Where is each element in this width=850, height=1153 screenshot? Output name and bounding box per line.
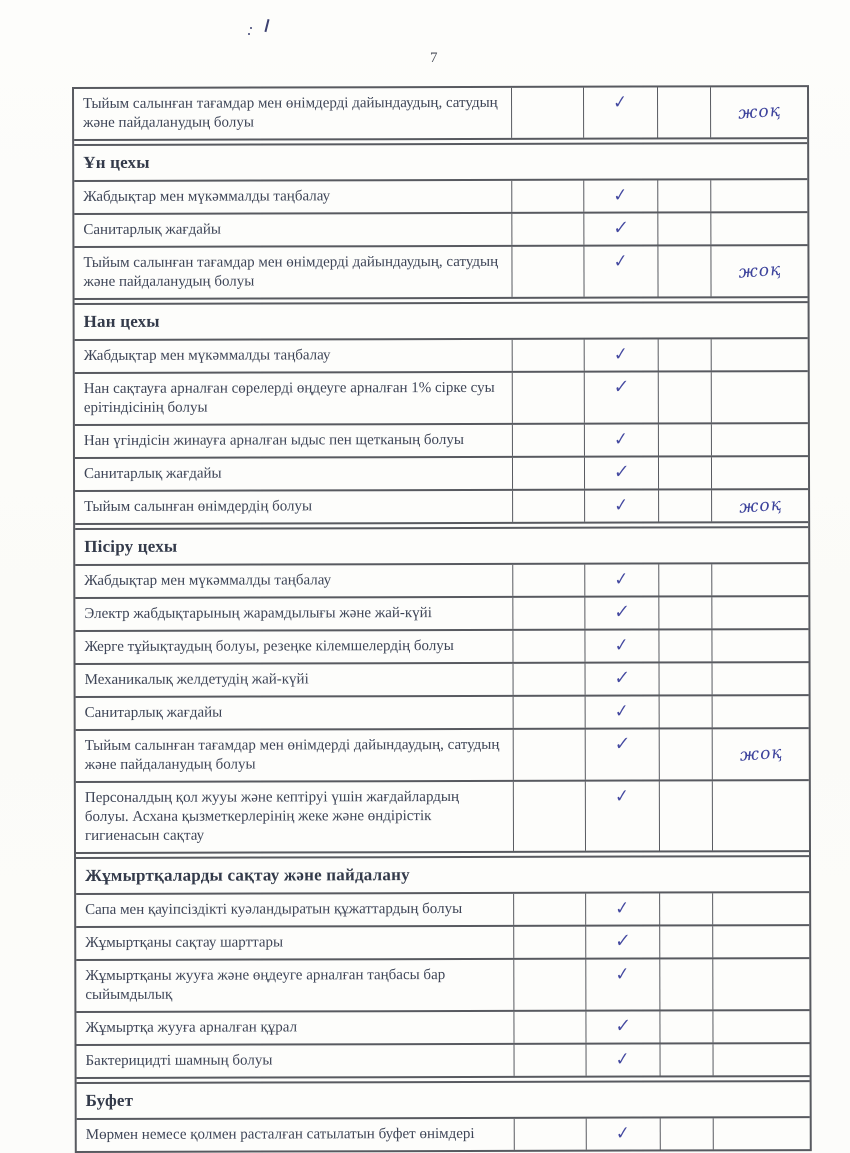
checkmark-icon: ✓ xyxy=(613,460,630,484)
empty-cell-1 xyxy=(514,730,586,780)
checkmark-cell xyxy=(584,87,658,137)
checklist-row xyxy=(75,339,808,374)
checkmark-cell xyxy=(585,630,659,661)
note-cell xyxy=(714,1044,810,1075)
empty-cell-2 xyxy=(661,1044,714,1075)
checkmark-cell xyxy=(586,696,660,727)
criteria-label: Жабдықтар мен мүкәммалды таңбалау xyxy=(74,181,512,213)
empty-cell-1 xyxy=(512,247,584,297)
empty-cell-1 xyxy=(513,598,585,629)
empty-cell-1 xyxy=(512,181,584,212)
empty-cell-2 xyxy=(658,246,711,296)
checkmark-cell xyxy=(586,663,660,694)
note-cell xyxy=(713,729,809,779)
checklist-row xyxy=(75,597,808,632)
empty-cell-1 xyxy=(513,565,585,596)
empty-cell-2 xyxy=(659,372,712,422)
section-title: Пісіру цехы xyxy=(84,536,178,556)
empty-cell-1 xyxy=(513,425,585,456)
checkmark-cell xyxy=(584,180,658,211)
checkmark-icon: ✓ xyxy=(613,600,631,624)
empty-cell-2 xyxy=(660,696,713,727)
note-cell xyxy=(712,597,808,628)
empty-cell-2 xyxy=(659,597,712,628)
checkmark-icon: ✓ xyxy=(615,897,631,920)
criteria-label: Санитарлық жағдайы xyxy=(76,697,514,729)
handwritten-note: жоқ xyxy=(736,100,782,124)
checklist-row xyxy=(76,696,809,731)
checkmark-cell xyxy=(587,1044,661,1075)
note-cell xyxy=(713,893,809,924)
checklist-row xyxy=(74,246,807,300)
note-cell xyxy=(712,339,808,370)
checklist-row xyxy=(76,959,809,1013)
empty-cell-2 xyxy=(658,213,711,244)
empty-cell-2 xyxy=(661,1118,714,1149)
handwritten-note: жоқ xyxy=(737,259,782,283)
empty-cell-2 xyxy=(660,959,713,1009)
note-cell xyxy=(712,564,808,595)
note-cell xyxy=(712,490,808,521)
handwritten-note: жоқ xyxy=(738,494,783,518)
criteria-label: Тыйым салынған тағамдар мен өнімдерді дайындаудың, сатудың және пайдаланудың болуы xyxy=(76,730,514,781)
note-cell xyxy=(712,630,808,661)
note-cell xyxy=(713,781,809,850)
note-cell xyxy=(713,959,809,1009)
note-cell xyxy=(711,87,807,137)
checkmark-icon: ✓ xyxy=(615,963,631,986)
empty-cell-1 xyxy=(513,491,585,522)
checklist-row xyxy=(75,424,808,459)
checklist-row xyxy=(76,926,809,961)
checkmark-icon: ✓ xyxy=(614,494,630,517)
checkmark-icon: ✓ xyxy=(615,1122,631,1145)
checkmark-icon: ✓ xyxy=(613,343,629,366)
ink-dot xyxy=(248,33,250,35)
empty-cell-1 xyxy=(515,1045,587,1076)
criteria-label: Бактерицидті шамның болуы xyxy=(77,1045,515,1077)
criteria-label: Жұмыртқа жууға арналған құрал xyxy=(76,1012,514,1044)
empty-cell-1 xyxy=(514,927,586,958)
criteria-label: Нан үгіндісін жинауға арналған ыдыс пен щетканың болуы xyxy=(75,425,513,457)
checkmark-cell xyxy=(586,926,660,957)
checkmark-icon: ✓ xyxy=(614,700,630,723)
checkmark-cell xyxy=(586,959,660,1009)
empty-cell-1 xyxy=(514,960,586,1010)
checkmark-cell xyxy=(584,246,658,296)
note-cell xyxy=(712,372,808,422)
empty-cell-2 xyxy=(660,926,713,957)
criteria-label: Тыйым салынған тағамдар мен өнімдерді дайындаудың, сатудың және пайдаланудың болуы xyxy=(74,88,512,139)
empty-cell-1 xyxy=(514,697,586,728)
checkmark-icon: ✓ xyxy=(613,732,631,756)
empty-cell-2 xyxy=(660,1011,713,1042)
empty-cell-1 xyxy=(515,1119,587,1150)
checklist-row xyxy=(75,564,808,599)
criteria-label: Мөрмен немесе қолмен расталған сатылатын буфет өнімдері xyxy=(77,1119,515,1151)
empty-cell-2 xyxy=(660,893,713,924)
criteria-label: Жұмыртқаны сақтау шарттары xyxy=(76,927,514,959)
section-header-row xyxy=(75,526,808,566)
section-title: Ұн цехы xyxy=(83,152,150,172)
checkmark-cell xyxy=(585,564,659,595)
checkmark-cell xyxy=(584,213,658,244)
checkmark-icon: ✓ xyxy=(613,250,629,273)
note-cell xyxy=(714,1118,810,1149)
criteria-label: Санитарлық жағдайы xyxy=(75,458,513,490)
note-cell xyxy=(713,926,809,957)
criteria-label: Жабдықтар мен мүкәммалды таңбалау xyxy=(75,340,513,372)
note-cell xyxy=(713,663,809,694)
checklist-row xyxy=(77,1044,810,1079)
criteria-label: Санитарлық жағдайы xyxy=(74,214,512,246)
checkmark-icon: ✓ xyxy=(614,1014,632,1038)
section-title: Буфет xyxy=(85,1090,134,1110)
criteria-label: Электр жабдықтарының жарамдылығы және жай-күйі xyxy=(75,598,513,630)
section-header-row xyxy=(77,1080,810,1120)
section-header-row xyxy=(75,301,808,341)
ink-smudge-marks xyxy=(248,18,274,38)
checkmark-cell xyxy=(585,424,659,455)
ink-dot xyxy=(250,27,252,29)
note-cell xyxy=(713,1011,809,1042)
section-header-row xyxy=(74,142,807,182)
checkmark-icon: ✓ xyxy=(614,634,630,657)
note-cell xyxy=(711,213,807,244)
empty-cell-1 xyxy=(513,631,585,662)
checkmark-icon: ✓ xyxy=(612,375,630,399)
empty-cell-2 xyxy=(660,663,713,694)
checklist-row xyxy=(75,630,808,665)
empty-cell-1 xyxy=(514,782,586,851)
note-cell xyxy=(712,424,808,455)
checkmark-icon: ✓ xyxy=(613,666,631,690)
checklist-row xyxy=(76,729,809,783)
checkmark-cell xyxy=(585,372,659,422)
empty-cell-1 xyxy=(513,373,585,423)
checkmark-icon: ✓ xyxy=(614,929,632,953)
section-header-row xyxy=(76,855,809,895)
note-cell xyxy=(712,457,808,488)
checklist-row xyxy=(76,893,809,928)
empty-cell-1 xyxy=(513,458,585,489)
empty-cell-1 xyxy=(514,894,586,925)
checklist-row xyxy=(77,1118,810,1151)
empty-cell-1 xyxy=(512,88,584,138)
criteria-label: Сапа мен қауіпсіздікті куәландыратын құжаттардың болуы xyxy=(76,894,514,926)
handwritten-note: жоқ xyxy=(738,742,783,766)
empty-cell-1 xyxy=(513,340,585,371)
empty-cell-1 xyxy=(512,214,584,245)
empty-cell-2 xyxy=(660,729,713,779)
inspection-checklist-table xyxy=(72,85,812,1153)
criteria-label: Жұмыртқаны жууға және өңдеуге арналған таңбасы бар сыйымдылық xyxy=(76,960,514,1011)
empty-cell-2 xyxy=(659,424,712,455)
checklist-row xyxy=(74,180,807,215)
checkmark-cell xyxy=(586,729,660,779)
section-title: Жұмыртқаларды сақтау және пайдалану xyxy=(85,865,410,885)
empty-cell-1 xyxy=(514,664,586,695)
checkmark-icon: ✓ xyxy=(612,91,629,114)
criteria-label: Персоналдың қол жууы және кептіруі үшін жағдайлардың болуы. Асхана қызметкерлерінің жеке және өндірістік гигиенасын сақтау xyxy=(76,782,514,852)
ink-stroke xyxy=(264,19,269,32)
checklist-row xyxy=(76,1011,809,1046)
section-title: Нан цехы xyxy=(83,311,160,331)
checkmark-icon: ✓ xyxy=(614,785,630,808)
checklist-row xyxy=(75,372,808,426)
criteria-label: Тыйым салынған өнімдердің болуы xyxy=(75,491,513,523)
empty-cell-2 xyxy=(659,339,712,370)
checkmark-cell xyxy=(585,490,659,521)
empty-cell-2 xyxy=(659,630,712,661)
empty-cell-2 xyxy=(658,87,711,137)
checkmark-icon: ✓ xyxy=(613,184,629,207)
checkmark-icon: ✓ xyxy=(612,216,630,240)
checklist-row xyxy=(75,457,808,492)
checkmark-icon: ✓ xyxy=(615,1048,631,1071)
empty-cell-2 xyxy=(659,457,712,488)
criteria-label: Тыйым салынған тағамдар мен өнімдерді дайындаудың, сатудың және пайдаланудың болуы xyxy=(74,247,512,298)
checkmark-cell xyxy=(586,893,660,924)
checklist-row xyxy=(76,663,809,698)
checklist-row xyxy=(75,490,808,525)
note-cell xyxy=(711,180,807,211)
checklist-row xyxy=(74,87,807,141)
checkmark-icon: ✓ xyxy=(614,568,630,591)
empty-cell-1 xyxy=(514,1012,586,1043)
empty-cell-2 xyxy=(660,781,713,850)
checkmark-cell xyxy=(585,339,659,370)
note-cell xyxy=(713,696,809,727)
checklist-row xyxy=(74,213,807,248)
checkmark-cell xyxy=(585,457,659,488)
checkmark-cell xyxy=(586,1011,660,1042)
empty-cell-2 xyxy=(658,180,711,211)
page-number: 7 xyxy=(430,50,438,66)
criteria-label: Механикалық желдетудің жай-күйі xyxy=(76,664,514,696)
empty-cell-2 xyxy=(659,490,712,521)
checkmark-cell xyxy=(587,1118,661,1149)
checklist-row xyxy=(76,781,809,854)
criteria-label: Жерге тұйықтаудың болуы, резеңке кілемшелердің болуы xyxy=(75,631,513,663)
criteria-label: Нан сақтауға арналған сөрелерді өңдеуге арналған 1% сірке суы ерітіндісінің болуы xyxy=(75,373,513,424)
criteria-label: Жабдықтар мен мүкәммалды таңбалау xyxy=(75,565,513,597)
checkmark-icon: ✓ xyxy=(613,428,630,451)
checkmark-cell xyxy=(585,597,659,628)
empty-cell-2 xyxy=(659,564,712,595)
note-cell xyxy=(711,246,807,296)
checkmark-cell xyxy=(586,781,660,850)
